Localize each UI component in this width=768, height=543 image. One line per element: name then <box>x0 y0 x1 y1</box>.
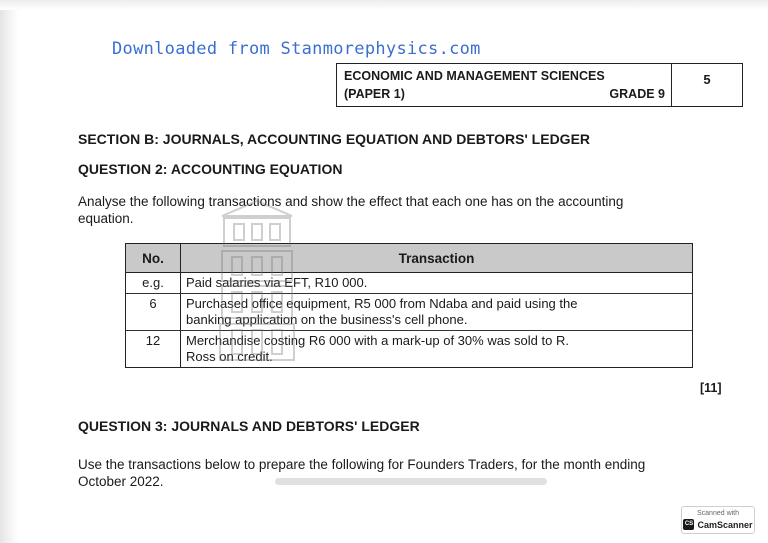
download-source-banner: Downloaded from Stanmorephysics.com <box>112 39 481 59</box>
row-number: 6 <box>126 294 181 331</box>
camscanner-badge <box>681 506 755 534</box>
row-number: 12 <box>126 331 181 368</box>
question-2-instructions: Analyse the following transactions and show the effect that each one has on the accounting equation. <box>78 194 624 226</box>
column-header-no: No. <box>126 244 181 273</box>
transaction-text-line2: banking application on the business's cell phone. <box>186 312 468 327</box>
camscanner-logo-icon: CS <box>683 519 694 530</box>
row-transaction <box>181 294 693 331</box>
question-3-title: QUESTION 3: JOURNALS AND DEBTORS' LEDGER <box>78 418 420 434</box>
header-subject-cell <box>337 64 672 106</box>
row-number: e.g. <box>126 273 181 294</box>
row-transaction <box>181 273 693 294</box>
header-subject: ECONOMIC AND MANAGEMENT SCIENCES <box>344 69 605 83</box>
transaction-text-line2: Ross on credit. <box>186 349 273 364</box>
row-transaction <box>181 331 693 368</box>
scan-smear <box>275 478 547 485</box>
header-grade: GRADE 9 <box>609 87 665 101</box>
question-3-instructions: Use the transactions below to prepare the following for Founders Traders, for the month ending October 2022. <box>78 457 646 489</box>
table-row <box>126 331 693 368</box>
table-header-row <box>126 244 693 273</box>
camscanner-caption: Scanned with <box>696 510 740 517</box>
transaction-text-line1: Purchased office equipment, R5 000 from Ndaba and paid using the <box>186 296 578 311</box>
table-row <box>126 273 693 294</box>
column-header-transaction: Transaction <box>181 244 693 273</box>
page-edge-shadow <box>0 0 18 543</box>
section-b-title: SECTION B: JOURNALS, ACCOUNTING EQUATION AND DEBTORS' LEDGER <box>78 131 591 147</box>
transaction-text-line1: Merchandise costing R6 000 with a mark-up of 30% was sold to R. <box>186 333 569 348</box>
question-2-title: QUESTION 2: ACCOUNTING EQUATION <box>78 161 343 177</box>
camscanner-brand-row <box>682 519 754 530</box>
page-top-fade <box>0 0 768 10</box>
transaction-text-line1: Paid salaries via EFT, R10 000. <box>186 275 368 290</box>
question-2-marks: [11] <box>700 381 722 395</box>
page-number: 5 <box>703 72 711 87</box>
exam-header-box <box>336 63 743 107</box>
camscanner-brand: CamScanner <box>697 519 753 530</box>
transactions-table <box>125 243 693 368</box>
header-paper: (PAPER 1) <box>344 87 405 101</box>
table-row <box>126 294 693 331</box>
header-paper-row <box>344 85 665 103</box>
